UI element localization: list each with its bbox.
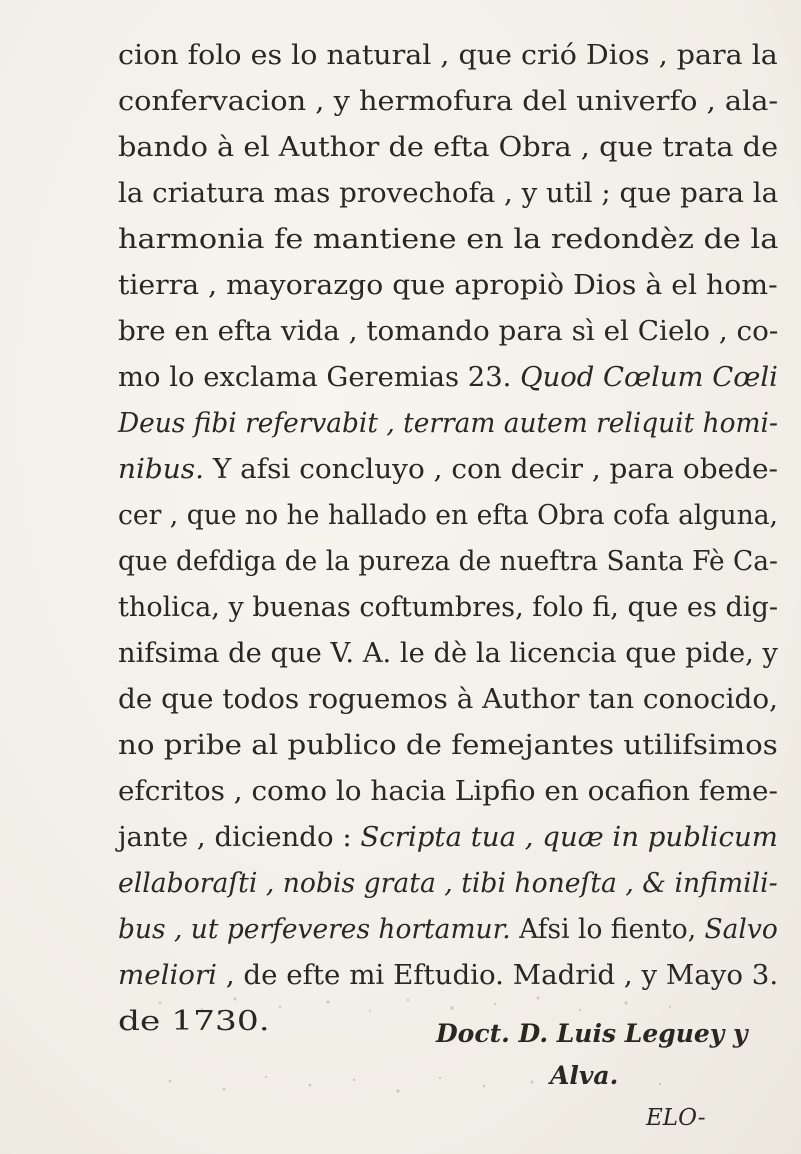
- text-line-content: [118, 860, 778, 906]
- text-line-content: [118, 630, 778, 676]
- text-line: [118, 446, 801, 492]
- italic-text: nibus.: [118, 453, 204, 485]
- text-line-content: [118, 170, 778, 216]
- roman-text: no pribe al publico de femejantes utilifsimos: [118, 729, 778, 761]
- text-line: [118, 952, 801, 998]
- text-line: [118, 78, 801, 124]
- italic-text: meliori: [118, 959, 218, 991]
- text-line-content: [118, 446, 778, 492]
- text-line: [118, 308, 801, 354]
- text-line: [118, 722, 801, 768]
- roman-text: tierra , mayorazgo que apropiò Dios à el hom-: [118, 269, 778, 301]
- italic-text: ellaboraſti , nobis grata , tibi honeſta , & infimili-: [118, 867, 778, 899]
- text-line-content: [118, 78, 778, 124]
- text-line: [118, 400, 801, 446]
- body-text: [118, 32, 801, 1044]
- signature-line-1: Doct. D. Luis Leguey y: [436, 1019, 748, 1048]
- roman-text: de que todos roguemos à Author tan conocido,: [118, 683, 778, 715]
- text-line-content: [118, 308, 778, 354]
- roman-text: , de efte mi Eftudio. Madrid , y Mayo 3.: [217, 959, 779, 991]
- roman-text: Afsi lo fiento,: [510, 913, 705, 945]
- text-line: [118, 584, 801, 630]
- text-line: [118, 768, 801, 814]
- text-line-content: [118, 952, 778, 998]
- text-line: [118, 124, 801, 170]
- roman-text: confervacion , y hermofura del univerfo , ala-: [118, 85, 779, 117]
- text-line: [118, 538, 801, 584]
- text-line: [118, 814, 801, 860]
- text-line: [118, 32, 801, 78]
- roman-text: nifsima de que V. A. le dè la licencia que pide, y: [118, 637, 778, 669]
- text-line-content: [118, 216, 778, 262]
- italic-text: bus , ut perfeveres hortamur.: [118, 913, 511, 945]
- roman-text: la criatura mas provechofa , y util ; que para la: [118, 177, 779, 209]
- italic-text: Scripta tua , quæ in publicum: [360, 821, 778, 853]
- roman-text: tholica, y buenas coftumbres, folo fi, que es dig-: [118, 591, 778, 623]
- text-line-content: [118, 768, 778, 814]
- text-line: [118, 630, 801, 676]
- text-line: [118, 170, 801, 216]
- roman-text: mo lo exclama Geremias 23.: [118, 361, 521, 393]
- italic-text: Quod Cœlum Cœli: [520, 361, 778, 393]
- roman-text: cer , que no he hallado en efta Obra cofa alguna,: [118, 499, 779, 531]
- text-line: [118, 354, 801, 400]
- text-line: [118, 906, 801, 952]
- text-line-content: [118, 538, 778, 584]
- text-line-content: [118, 998, 270, 1044]
- text-line: [118, 860, 801, 906]
- roman-text: bando à el Author de efta Obra , que trata de: [118, 131, 779, 163]
- text-line-content: [118, 676, 778, 722]
- italic-text: Salvo: [704, 913, 778, 945]
- text-line-content: [118, 32, 778, 78]
- text-line: [118, 216, 801, 262]
- text-line-content: [118, 906, 778, 952]
- roman-text: harmonia fe mantiene en la redondèz de la: [118, 223, 779, 255]
- italic-text: Deus fibi refervabit , terram autem reliquit homi-: [118, 407, 778, 439]
- text-line: [118, 492, 801, 538]
- text-line-content: [118, 124, 778, 170]
- roman-text: cion folo es lo natural , que crió Dios , para la: [118, 39, 778, 71]
- text-line-content: [118, 814, 778, 860]
- text-line-content: [118, 722, 778, 768]
- roman-text: de 1730.: [118, 1005, 270, 1037]
- roman-text: Y afsi concluyo , con decir , para obede-: [203, 453, 778, 485]
- text-line: [118, 262, 801, 308]
- text-line-content: [118, 400, 778, 446]
- text-line-content: [118, 584, 778, 630]
- text-line: [118, 676, 801, 722]
- roman-text: jante , diciendo :: [118, 821, 361, 853]
- roman-text: efcritos , como lo hacia Lipfio en ocafion feme-: [118, 775, 778, 807]
- text-line-content: [118, 492, 778, 538]
- text-line-content: [118, 354, 778, 400]
- roman-text: bre en efta vida , tomando para sì el Cielo , co-: [118, 315, 779, 347]
- signature-line-2: Alva.: [550, 1061, 619, 1090]
- text-line-content: [118, 262, 778, 308]
- roman-text: que defdiga de la pureza de nueftra Santa Fè Ca-: [118, 545, 778, 577]
- catchword: ELO-: [646, 1105, 706, 1131]
